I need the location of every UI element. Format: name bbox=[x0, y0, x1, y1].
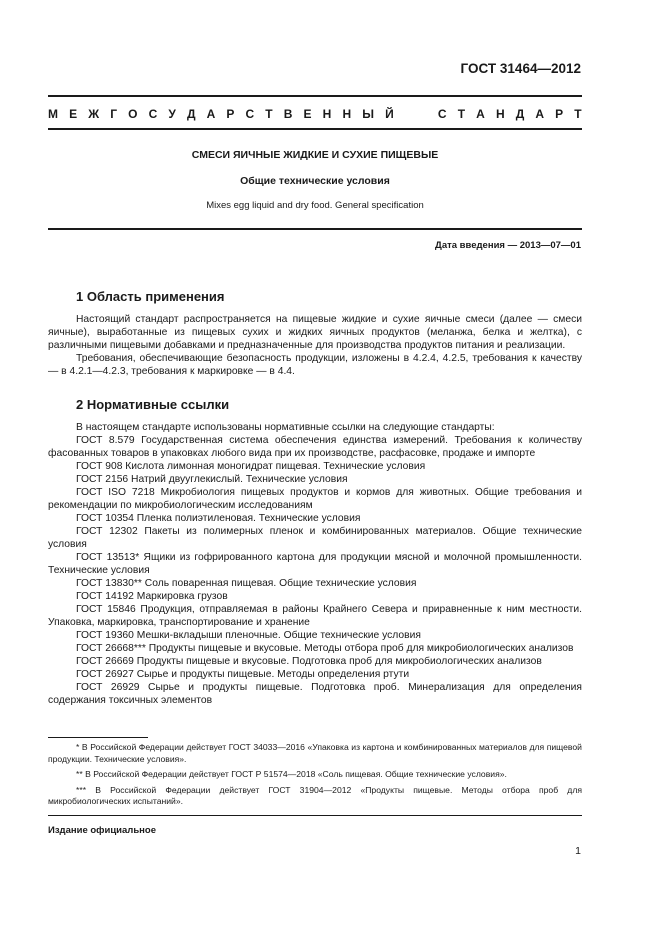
banner-bottom-rule bbox=[48, 128, 582, 130]
footnote: *** В Российской Федерации действует ГОСТ 31904—2012 «Продукты пищевые. Методы отбора проб для микробиологических испытаний». bbox=[48, 784, 582, 806]
banner-letter: У bbox=[168, 107, 176, 121]
banner-letter: Й bbox=[385, 107, 394, 121]
banner-letter: Н bbox=[342, 107, 352, 121]
footnote: ** В Российской Федерации действует ГОСТ Р 51574—2018 «Соль пищевая. Общие технические условия». bbox=[76, 769, 507, 779]
paragraph: В настоящем стандарте использованы нормативные ссылки на следующие стандарты: bbox=[76, 422, 495, 433]
english-title: Mixes egg liquid and dry food. General specification bbox=[206, 200, 424, 211]
banner-letter: Р bbox=[555, 107, 564, 121]
reference-item: ГОСТ 26668*** Продукты пищевые и вкусовые. Методы отбора проб для микробиологических анализов bbox=[76, 643, 574, 654]
banner-letter: Т bbox=[265, 107, 273, 121]
section-heading-scope: 1 Область применения bbox=[76, 289, 225, 304]
official-edition-label: Издание официальное bbox=[48, 825, 156, 836]
reference-item: ГОСТ 26927 Сырье и продукты пищевые. Методы определения ртути bbox=[76, 669, 410, 680]
banner-letter: О bbox=[128, 107, 138, 121]
section-heading-references: 2 Нормативные ссылки bbox=[76, 397, 230, 412]
banner-letter: Р bbox=[226, 107, 235, 121]
introduction-date: Дата введения — 2013—07—01 bbox=[435, 240, 581, 251]
section-references-body bbox=[48, 421, 582, 707]
footer-rule bbox=[48, 815, 582, 816]
reference-item: ГОСТ 14192 Маркировка грузов bbox=[76, 591, 228, 602]
document-title: СМЕСИ ЯИЧНЫЕ ЖИДКИЕ И СУХИЕ ПИЩЕВЫЕ bbox=[191, 149, 439, 161]
banner-letter: Н bbox=[495, 107, 505, 121]
reference-item: ГОСТ 26669 Продукты пищевые и вкусовые. Подготовка проб для микробиологических анализов bbox=[76, 656, 542, 667]
banner-letter: Ж bbox=[88, 107, 100, 121]
banner-letter: Е bbox=[303, 107, 312, 121]
banner-letter: Г bbox=[110, 107, 118, 121]
title-bottom-rule bbox=[48, 228, 582, 230]
footnote: * В Российской Федерации действует ГОСТ 34033—2016 «Упаковка из картона и комбинированных материалов для пищевой продукции. Технические условия». bbox=[48, 742, 582, 764]
banner-letter: В bbox=[283, 107, 293, 121]
reference-item: ГОСТ 13513* Ящики из гофрированного картона для продукции мясной и молочной промышленности. Технические условия bbox=[48, 552, 582, 576]
reference-item: ГОСТ ISO 7218 Микробиология пищевых продуктов и кормов для животных. Общие требования и рекомендации по микробиологическим исследованиям bbox=[48, 487, 582, 511]
page-number: 1 bbox=[575, 845, 581, 857]
reference-item: ГОСТ 12302 Пакеты из полимерных пленок и комбинированных материалов. Общие технические условия bbox=[48, 526, 582, 550]
reference-item: ГОСТ 10354 Пленка полиэтиленовая. Технические условия bbox=[76, 513, 361, 524]
banner-letter: С bbox=[245, 107, 255, 121]
reference-item: ГОСТ 13830** Соль поваренная пищевая. Общие технические условия bbox=[76, 578, 417, 589]
banner-letter: С bbox=[148, 107, 158, 121]
reference-item: ГОСТ 26929 Сырье и продукты пищевые. Подготовка проб. Минерализация для определения содержания токсичных элементов bbox=[48, 682, 582, 706]
reference-item: ГОСТ 19360 Мешки-вкладыши пленочные. Общие технические условия bbox=[76, 630, 421, 641]
top-rule bbox=[48, 95, 582, 97]
reference-item: ГОСТ 8.579 Государственная система обеспечения единства измерений. Требования к количеству фасованных товаров в упаковках любого вида при их производстве, расфасовке, продаже и импорте bbox=[48, 435, 582, 459]
banner-letter: Ы bbox=[362, 107, 374, 121]
document-subtitle: Общие технические условия bbox=[240, 175, 390, 187]
standard-number: ГОСТ 31464—2012 bbox=[460, 61, 581, 76]
banner-gap bbox=[405, 107, 427, 121]
interstate-standard-banner bbox=[48, 107, 582, 121]
footnote-separator bbox=[48, 737, 148, 738]
banner-letter: Т bbox=[574, 107, 582, 121]
banner-letter: Д bbox=[515, 107, 525, 121]
banner-letter: А bbox=[535, 107, 545, 121]
reference-item: ГОСТ 2156 Натрий двууглекислый. Технические условия bbox=[76, 474, 348, 485]
reference-item: ГОСТ 908 Кислота лимонная моногидрат пищевая. Технические условия bbox=[76, 461, 426, 472]
banner-letter: Т bbox=[457, 107, 466, 121]
banner-letter: А bbox=[476, 107, 485, 121]
banner-letter: Е bbox=[69, 107, 78, 121]
footnotes bbox=[48, 742, 582, 812]
section-scope-body bbox=[48, 313, 582, 378]
banner-letter: Д bbox=[186, 107, 196, 121]
banner-letter: М bbox=[48, 107, 58, 121]
paragraph: Требования, обеспечивающие безопасность продукции, изложены в 4.2.4, 4.2.5, требования к качеству — в 4.2.1—4.2.3, требования к маркировке — в 4.4. bbox=[48, 353, 582, 377]
banner-letter: А bbox=[206, 107, 216, 121]
paragraph: Настоящий стандарт распространяется на пищевые жидкие и сухие яичные смеси (далее — смеси яичные), выработанные из пищевых сухих и жидких яичных продуктов (меланжа, белка и желтка), с различными пищевыми добавками и предназначенные для производства продуктов питания и реализации. bbox=[48, 314, 582, 351]
banner-letter: С bbox=[437, 107, 447, 121]
reference-item: ГОСТ 15846 Продукция, отправляемая в районы Крайнего Севера и приравненные к ним местности. Упаковка, маркировка, транспортирование и хранение bbox=[48, 604, 582, 628]
banner-letter: Н bbox=[322, 107, 332, 121]
